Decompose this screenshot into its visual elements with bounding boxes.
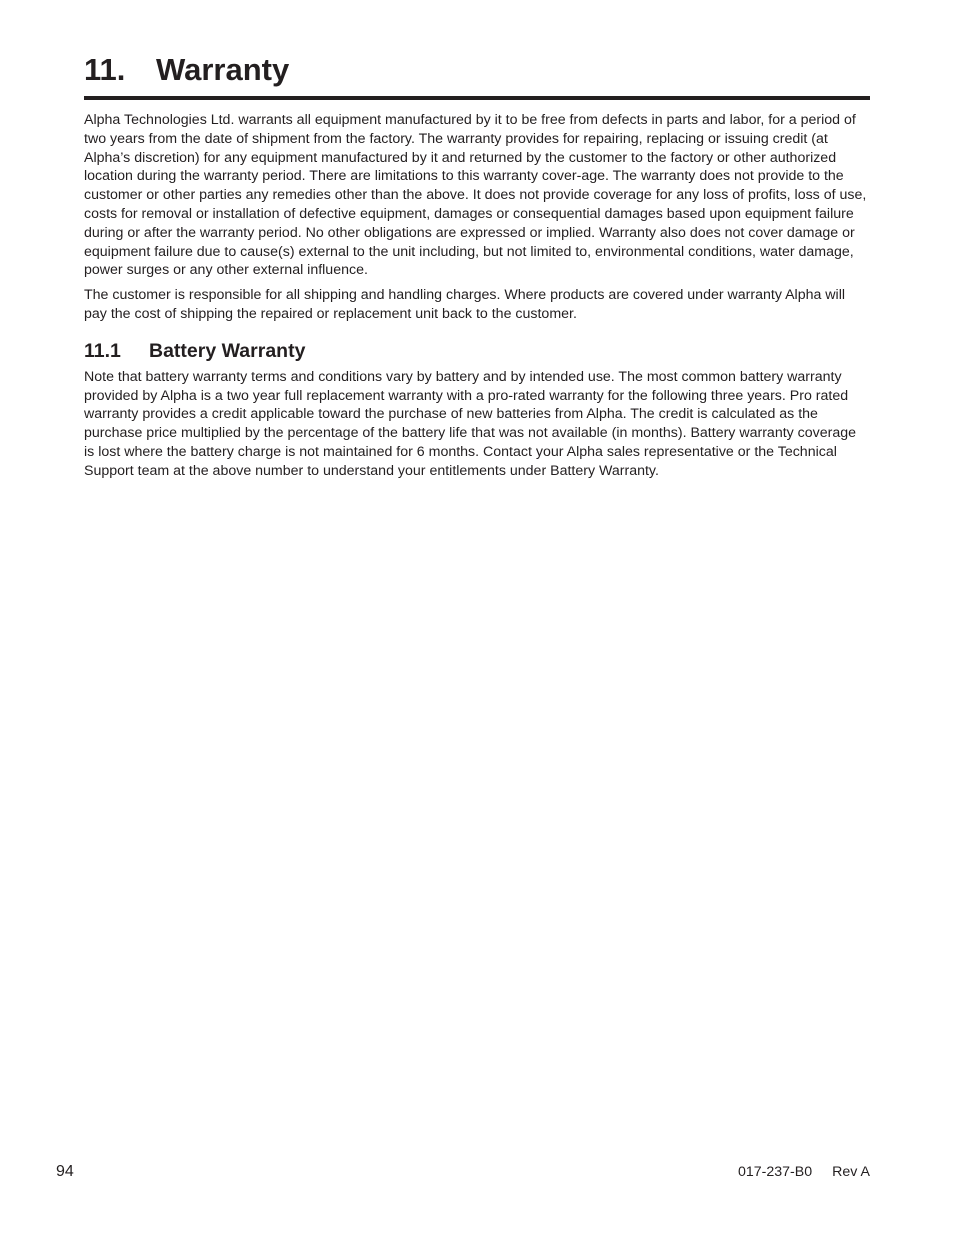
section-title — [84, 338, 870, 364]
title-rule — [84, 96, 870, 100]
footer-document-id — [738, 1163, 870, 1181]
battery-warranty-paragraph: Note that battery warranty terms and conditions vary by battery and by intended use. The most common battery warranty provided by Alpha is a two year full replacement warranty with a pro-rated warranty for the following three years. Pro rated warranty provides a credit applicable toward the purchase of new batteries from Alpha. The credit is calculated as the purchase price multiplied by the percentage of the battery life that was not available (in months). Battery warranty coverage is lost where the battery charge is not maintained for 6 months. Contact your Alpha sales representative or the Technical Support team at the above number to understand your entitlements under Battery Warranty. — [84, 368, 857, 479]
footer-doc-number: 017-237-B0 — [737, 1164, 813, 1180]
section-title-text: Battery Warranty — [149, 339, 306, 362]
warranty-paragraph: Alpha Technologies Ltd. warrants all equipment manufactured by it to be free from defects in parts and labor, for a period of two years from the date of shipment from the factory. The warranty provides for repairing, replacing or issuing credit (at Alpha’s discretion) for any equipment manufactured by it and returned by the customer to the factory or other authorized location during the warranty period. There are limitations to this warranty cover-age. The warranty does not provide to the customer or other parties any remedies other than the above. It does not provide coverage for any loss of profits, loss of use, costs for removal or installation of defective equipment, damages or consequential damages based upon equipment failure during or after the warranty period. No other obligations are expressed or implied. Warranty also does not cover damage or equipment failure due to cause(s) external to the unit including, but not limited to, environmental conditions, water damage, power surges or any other external influence. — [84, 112, 867, 279]
chapter-title-text: Warranty — [156, 52, 290, 87]
shipping-paragraph: The customer is responsible for all shipping and handling charges. Where products are covered under warranty Alpha will pay the cost of shipping the repaired or replacement unit back to the customer. — [84, 287, 846, 322]
chapter-number: 11. — [84, 52, 126, 87]
section-number: 11.1 — [84, 339, 121, 362]
document-body — [84, 111, 870, 487]
footer-revision: Rev A — [832, 1164, 870, 1180]
chapter-title — [84, 50, 289, 90]
footer-page-number: 94 — [56, 1163, 74, 1180]
